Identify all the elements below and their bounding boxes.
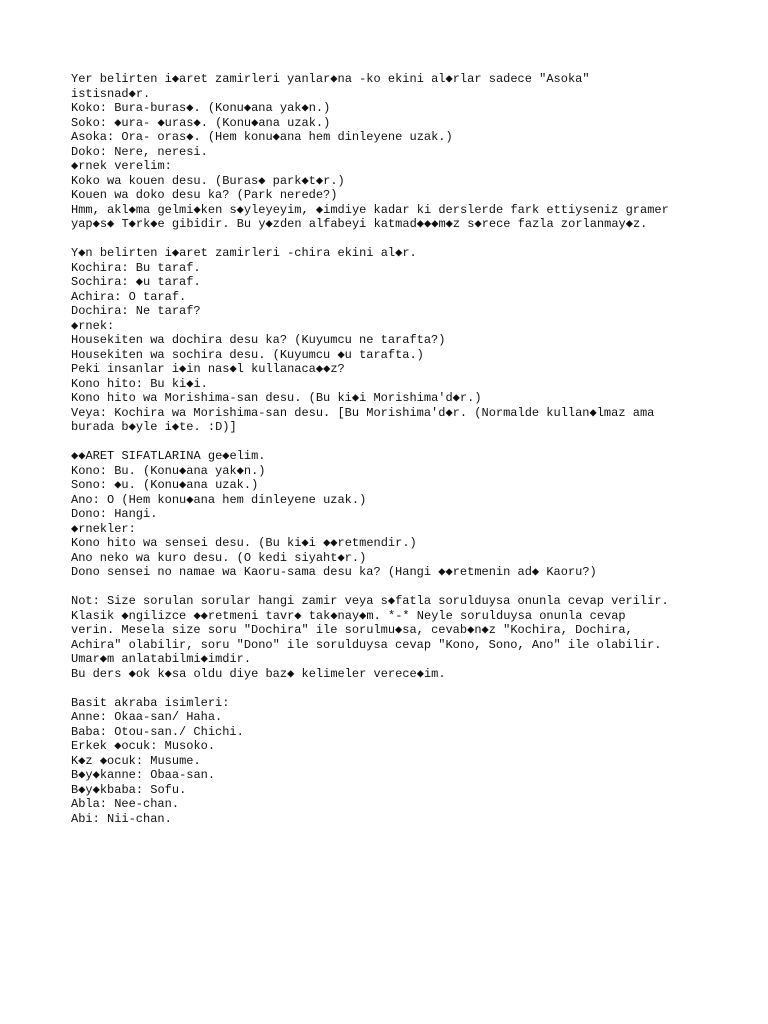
text-line: Abi: Nii-chan. bbox=[71, 811, 172, 826]
text-line: Achira: O taraf. bbox=[71, 289, 187, 304]
text-line: Ano: O (Hem konu◆ana hem dinleyene uzak.) bbox=[71, 492, 367, 507]
text-line: Kochira: Bu taraf. bbox=[71, 260, 201, 275]
text-line: Housekiten wa dochira desu ka? (Kuyumcu ne tarafta?) bbox=[71, 333, 446, 347]
text-line: Kono hito wa sensei desu. (Bu ki◆i ◆◆retmendir.) bbox=[71, 536, 417, 550]
blank-line bbox=[71, 232, 711, 247]
text-line: Ano neko wa kuro desu. (O kedi siyaht◆r.) bbox=[71, 550, 367, 565]
text-line: ◆◆ARET SIFATLARINA ge◆elim. bbox=[71, 449, 266, 463]
text-line: K◆z ◆ocuk: Musume. bbox=[71, 753, 201, 768]
text-line: Basit akraba isimleri: bbox=[71, 695, 230, 710]
text-line: Peki insanlar i◆in nas◆l kullanaca◆◆z? bbox=[71, 362, 345, 376]
text-line: Y◆n belirten i◆aret zamirleri -chira ekini al◆r. bbox=[71, 246, 417, 260]
text-line: Asoka: Ora- oras◆. (Hem konu◆ana hem dinleyene uzak.) bbox=[71, 130, 453, 144]
text-line: Housekiten wa sochira desu. (Kuyumcu ◆u tarafta.) bbox=[71, 347, 424, 362]
text-line: Kono hito: Bu ki◆i. bbox=[71, 376, 208, 391]
text-line: Koko wa kouen desu. (Buras◆ park◆t◆r.) bbox=[71, 173, 345, 188]
text-line: Anne: Okaa-san/ Haha. bbox=[71, 710, 223, 724]
text-line: burada b◆yle i◆te. :D)] bbox=[71, 420, 237, 434]
text-line: Kono: Bu. (Konu◆ana yak◆n.) bbox=[71, 463, 266, 478]
text-line: Achira" olabilir, soru "Dono" ile sorulduysa cevap "Kono, Sono, Ano" ile olabilir. bbox=[71, 637, 662, 652]
text-line: Sono: ◆u. (Konu◆ana uzak.) bbox=[71, 478, 259, 492]
text-line: Sochira: ◆u taraf. bbox=[71, 275, 201, 289]
text-line: Dono sensei no namae wa Kaoru-sama desu ka? (Hangi ◆◆retmenin ad◆ Kaoru?) bbox=[71, 565, 597, 579]
text-line: yap◆s◆ T◆rk◆e gibidir. Bu y◆zden alfabeyi katmad◆◆◆m◆z s◆rece fazla zorlanmay◆z. bbox=[71, 217, 648, 231]
blank-line bbox=[71, 435, 711, 450]
blank-line bbox=[71, 580, 711, 595]
text-line: Soko: ◆ura- ◆uras◆. (Konu◆ana uzak.) bbox=[71, 115, 331, 130]
text-line: ◆rnekler: bbox=[71, 521, 136, 536]
text-line: B◆y◆kbaba: Sofu. bbox=[71, 782, 187, 797]
text-line: Erkek ◆ocuk: Musoko. bbox=[71, 739, 216, 753]
text-line: Veya: Kochira wa Morishima-san desu. [Bu Morishima'd◆r. (Normalde kullan◆lmaz ama bbox=[71, 405, 655, 420]
text-line: Koko: Bura-buras◆. (Konu◆ana yak◆n.) bbox=[71, 101, 331, 115]
text-line: Doko: Nere, neresi. bbox=[71, 144, 208, 159]
text-line: Baba: Otou-san./ Chichi. bbox=[71, 724, 244, 739]
text-line: Hmm, akl◆ma gelmi◆ken s◆yleyeyim, ◆imdiye kadar ki derslerde fark ettiyseniz gramer bbox=[71, 202, 669, 217]
blank-line bbox=[71, 681, 711, 696]
text-line: Kouen wa doko desu ka? (Park nerede?) bbox=[71, 188, 338, 202]
text-line: Dochira: Ne taraf? bbox=[71, 304, 201, 318]
text-line: istisnad◆r. bbox=[71, 86, 151, 101]
text-line: ◆rnek verelim: bbox=[71, 159, 172, 173]
document-body bbox=[71, 72, 711, 826]
text-line: ◆rnek: bbox=[71, 318, 115, 333]
text-line: Yer belirten i◆aret zamirleri yanlar◆na -ko ekini al◆rlar sadece "Asoka" bbox=[71, 72, 590, 86]
text-line: Bu ders ◆ok k◆sa oldu diye baz◆ kelimeler verece◆im. bbox=[71, 666, 446, 681]
text-line: Klasik ◆ngilizce ◆◆retmeni tavr◆ tak◆nay◆m. *-* Neyle sorulduysa onunla cevap bbox=[71, 608, 626, 623]
text-line: Not: Size sorulan sorular hangi zamir veya s◆fatla sorulduysa onunla cevap verilir. bbox=[71, 594, 669, 608]
text-line: Abla: Nee-chan. bbox=[71, 797, 180, 811]
text-line: Kono hito wa Morishima-san desu. (Bu ki◆i Morishima'd◆r.) bbox=[71, 391, 482, 405]
text-line: Umar◆m anlatabilmi◆imdir. bbox=[71, 652, 252, 666]
text-line: B◆y◆kanne: Obaa-san. bbox=[71, 768, 216, 782]
text-line: verin. Mesela size soru "Dochira" ile sorulmu◆sa, cevab◆n◆z "Kochira, Dochira, bbox=[71, 623, 633, 637]
text-line: Dono: Hangi. bbox=[71, 507, 158, 521]
